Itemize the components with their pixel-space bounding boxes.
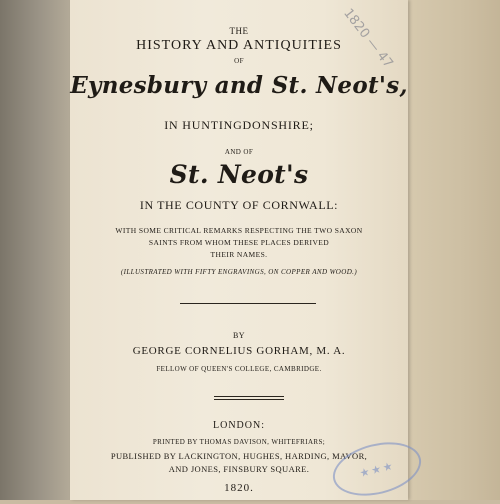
- illustrated-note: (ILLUSTRATED WITH FIFTY ENGRAVINGS, ON COPPER AND WOOD.): [120, 268, 358, 276]
- by-label: BY: [233, 331, 245, 340]
- right-page-edge: [408, 0, 500, 500]
- remarks-line-3: THEIR NAMES.: [210, 250, 268, 259]
- facing-page-edge: [0, 0, 70, 500]
- divider-rule: [180, 303, 316, 304]
- title-st-neots: St. Neot's: [169, 160, 309, 189]
- title-of: OF: [234, 57, 244, 65]
- pencil-annotation: 1820 — 47: [340, 6, 396, 72]
- title-the: THE: [229, 26, 249, 36]
- printer-line: PRINTED BY THOMAS DAVISON, WHITEFRIARS;: [152, 438, 326, 446]
- title-huntingdonshire: IN HUNTINGDONSHIRE;: [164, 118, 314, 132]
- double-rule-bottom: [214, 399, 284, 400]
- remarks-line-1: WITH SOME CRITICAL REMARKS RESPECTING THE TWO SAXON: [115, 226, 363, 235]
- title-and-of: AND OF: [224, 148, 254, 156]
- title-cornwall: IN THE COUNTY OF CORNWALL:: [139, 198, 339, 212]
- publisher-line-1: PUBLISHED BY LACKINGTON, HUGHES, HARDING, MAVOR,: [110, 451, 368, 461]
- title-eynesbury: Eynesbury and St. Neot's,: [70, 72, 408, 99]
- title-history: HISTORY AND ANTIQUITIES: [136, 38, 342, 53]
- double-rule-top: [214, 396, 284, 397]
- imprint-city: LONDON:: [213, 420, 265, 431]
- remarks-line-2: SAINTS FROM WHOM THESE PLACES DERIVED: [148, 238, 330, 247]
- author-name: GEORGE CORNELIUS GORHAM, M. A.: [132, 345, 346, 357]
- author-fellowship: FELLOW OF QUEEN'S COLLEGE, CAMBRIDGE.: [156, 365, 322, 373]
- library-stamp: ★★★: [327, 434, 426, 504]
- imprint-year: 1820.: [224, 482, 254, 494]
- publisher-line-2: AND JONES, FINSBURY SQUARE.: [168, 464, 310, 474]
